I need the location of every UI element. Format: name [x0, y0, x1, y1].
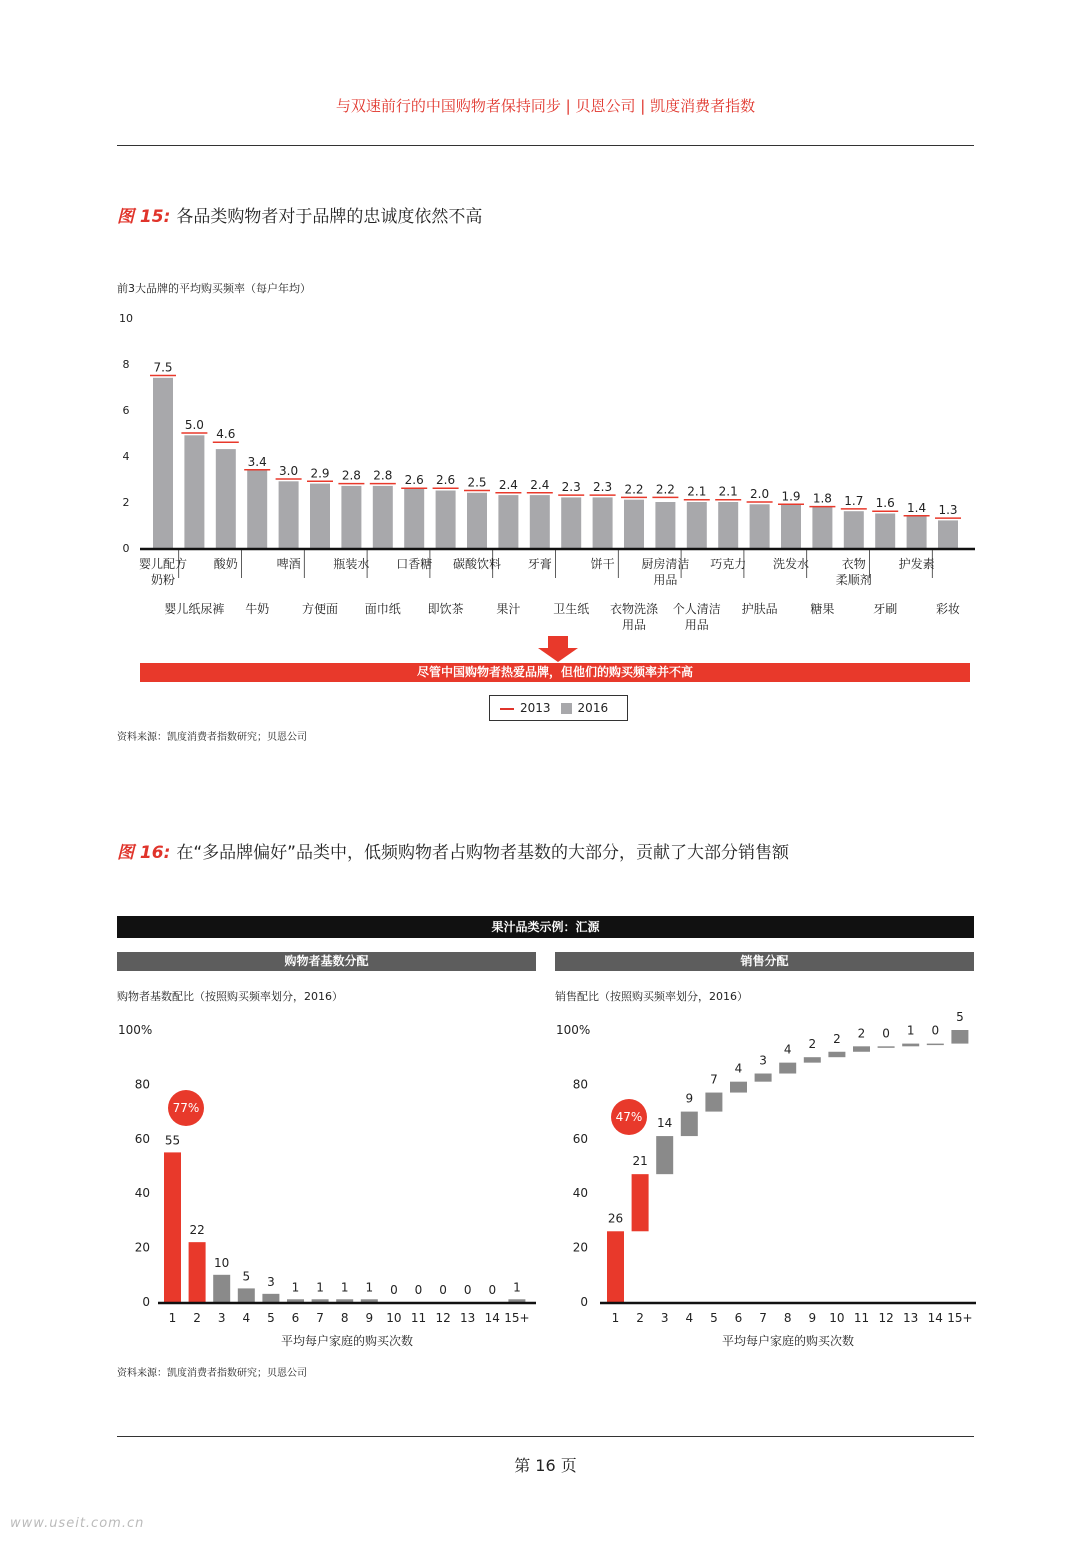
bar-2016 — [875, 514, 895, 549]
bar — [632, 1174, 649, 1231]
category-label: 柔顺剂 — [835, 573, 872, 587]
bar — [361, 1299, 378, 1302]
category-label: 酸奶 — [213, 557, 238, 571]
y-tick-label: 0 — [580, 1295, 588, 1309]
data-label: 1 — [340, 1280, 349, 1295]
data-label: 4.6 — [216, 427, 236, 442]
bar — [189, 1242, 206, 1302]
fig15-legend — [489, 695, 628, 721]
bar-2016 — [247, 470, 267, 548]
bar — [804, 1057, 821, 1062]
data-label: 22 — [189, 1223, 205, 1238]
data-label: 2.8 — [341, 468, 361, 483]
x-tick-label: 1 — [611, 1311, 620, 1325]
legend-2013 — [500, 701, 551, 715]
bar-2016 — [781, 504, 801, 548]
data-label: 14 — [657, 1116, 673, 1131]
bar — [878, 1046, 895, 1048]
bar-2016 — [279, 481, 299, 548]
category-label: 牙膏 — [527, 557, 552, 571]
data-label: 7.5 — [153, 360, 173, 375]
data-label: 2.9 — [310, 466, 330, 481]
bar — [779, 1063, 796, 1074]
callout-label: 77% — [172, 1101, 200, 1115]
fig15-ylabel: 前3大品牌的平均购买频率（每户年均） — [117, 282, 311, 295]
legend-2016-label: 2016 — [577, 701, 609, 715]
x-tick-label: 2 — [636, 1311, 644, 1325]
bar-2016 — [844, 511, 864, 548]
x-tick-label: 14 — [927, 1311, 943, 1325]
category-label: 衣物洗涤 — [609, 602, 659, 616]
x-tick-label: 10 — [829, 1311, 845, 1325]
bar-2016 — [467, 493, 487, 548]
bar-2016 — [153, 378, 173, 548]
category-label: 奶粉 — [150, 573, 176, 587]
y-tick-label: 10 — [119, 312, 133, 325]
data-label: 0 — [414, 1283, 423, 1297]
bar — [262, 1294, 279, 1302]
category-label: 衣物 — [841, 557, 866, 571]
y-tick-label: 80 — [572, 1077, 588, 1092]
bar-2016 — [341, 486, 361, 548]
category-label: 用品 — [621, 618, 647, 632]
bar — [508, 1299, 525, 1302]
data-label: 1.9 — [781, 489, 801, 504]
bar-2016 — [373, 486, 393, 548]
x-tick-label: 3 — [660, 1311, 669, 1325]
data-label: 0 — [488, 1283, 497, 1297]
bar — [656, 1136, 673, 1174]
bar-2016 — [907, 516, 927, 548]
category-label: 洗发水 — [772, 557, 810, 571]
bar-2016 — [687, 502, 707, 548]
bar — [287, 1299, 304, 1302]
category-label: 厨房清洁 — [641, 557, 690, 571]
data-label: 2.1 — [687, 484, 707, 499]
data-label: 3.4 — [247, 454, 267, 469]
down-arrow-icon — [538, 636, 578, 662]
y-tick-label: 80 — [134, 1077, 150, 1092]
legend-2016 — [561, 701, 609, 715]
data-label: 21 — [632, 1154, 648, 1169]
fig16-number: 图 16: — [117, 843, 171, 863]
category-label: 牛奶 — [245, 602, 270, 616]
data-label: 2.4 — [530, 477, 550, 492]
data-label: 2.0 — [750, 487, 770, 501]
x-tick-label: 12 — [435, 1311, 451, 1325]
x-tick-label: 10 — [386, 1311, 402, 1325]
data-label: 2 — [857, 1026, 866, 1041]
bar-2016 — [310, 484, 330, 548]
data-label: 0 — [463, 1283, 472, 1297]
data-label: 7 — [710, 1072, 718, 1087]
x-tick-label: 8 — [783, 1311, 792, 1325]
bar-2016 — [436, 491, 456, 549]
x-tick-label: 15+ — [504, 1311, 530, 1325]
bar — [927, 1044, 944, 1046]
y-tick-label: 40 — [134, 1186, 150, 1201]
data-label: 3 — [267, 1274, 275, 1289]
x-tick-label: 1 — [168, 1311, 177, 1325]
data-label: 2.2 — [655, 482, 675, 497]
category-label: 婴儿纸尿裤 — [164, 602, 225, 616]
callout-label: 47% — [615, 1110, 643, 1124]
bar-2016 — [593, 497, 613, 548]
bar — [213, 1275, 230, 1302]
x-tick-label: 4 — [242, 1311, 251, 1325]
data-label: 1.4 — [907, 500, 927, 515]
data-label: 5 — [956, 1010, 964, 1024]
data-label: 0 — [931, 1023, 940, 1038]
category-label: 糖果 — [810, 602, 835, 616]
category-label: 用品 — [653, 573, 678, 587]
data-label: 2.3 — [561, 480, 581, 495]
watermark: www.useit.com.cn — [10, 1516, 145, 1531]
fig16-left-subtitle: 购物者基数配比（按照购买频率划分，2016） — [117, 990, 343, 1003]
data-label: 2.5 — [467, 475, 487, 490]
data-label: 3 — [759, 1053, 767, 1068]
bar — [853, 1046, 870, 1051]
y-tick-label: 20 — [134, 1240, 150, 1255]
data-label: 1 — [906, 1023, 915, 1038]
fig16-title — [117, 838, 789, 863]
bar-2016 — [938, 520, 958, 548]
x-tick-label: 7 — [759, 1311, 767, 1325]
bar — [312, 1299, 329, 1302]
x-tick-label: 13 — [903, 1311, 919, 1325]
fig15-title — [117, 202, 482, 227]
x-tick-label: 15+ — [947, 1311, 973, 1325]
x-tick-label: 3 — [217, 1311, 226, 1325]
data-label: 4 — [734, 1061, 743, 1076]
data-label: 55 — [164, 1133, 181, 1148]
bar — [951, 1030, 968, 1044]
category-label: 方便面 — [301, 602, 339, 616]
bar — [607, 1231, 624, 1302]
y-tick-label: 40 — [572, 1186, 588, 1201]
data-label: 2 — [833, 1031, 841, 1046]
bar-2016 — [655, 502, 675, 548]
x-tick-label: 8 — [340, 1311, 349, 1325]
data-label: 1 — [291, 1280, 300, 1295]
bar-2016 — [561, 497, 581, 548]
fig16-source: 资料来源：凯度消费者指数研究；贝恩公司 — [117, 1368, 307, 1379]
bar — [828, 1052, 845, 1057]
data-label: 0 — [439, 1283, 447, 1297]
x-tick-label: 5 — [267, 1311, 275, 1325]
bar — [755, 1074, 772, 1082]
legend-line-icon — [500, 708, 514, 710]
category-label: 面巾纸 — [364, 602, 401, 616]
category-label: 牙刷 — [873, 602, 898, 616]
fig16-right-subtitle: 销售配比（按照购买频率划分，2016） — [555, 990, 748, 1003]
category-label: 巧克力 — [710, 557, 747, 571]
category-label: 卫生纸 — [553, 602, 590, 616]
x-tick-label: 5 — [710, 1311, 718, 1325]
footer-rule — [117, 1436, 974, 1437]
category-label: 个人清洁 — [672, 602, 721, 616]
fig15-title-text: 各品类购物者对于品牌的忠诚度依然不高 — [176, 207, 483, 227]
category-label: 用品 — [684, 618, 709, 632]
data-label: 2 — [808, 1037, 817, 1052]
bar-2016 — [216, 449, 236, 548]
category-label: 婴儿配方 — [138, 557, 188, 571]
y-tick-label: 100% — [556, 1023, 591, 1037]
category-label: 饼干 — [590, 557, 615, 571]
x-tick-label: 4 — [685, 1311, 694, 1325]
y-tick-label: 8 — [122, 358, 130, 371]
data-label: 2.3 — [593, 480, 613, 495]
data-label: 4 — [783, 1042, 792, 1057]
category-label: 碳酸饮料 — [452, 557, 502, 571]
fig15-chart — [110, 305, 980, 640]
x-tick-label: 14 — [484, 1311, 500, 1325]
data-label: 1 — [365, 1280, 374, 1295]
data-label: 1.6 — [875, 496, 895, 511]
data-label: 2.6 — [404, 473, 424, 488]
page-header: 与双速前行的中国购物者保持同步 | 贝恩公司 | 凯度消费者指数 — [335, 97, 756, 115]
fig15-source: 资料来源：凯度消费者指数研究；贝恩公司 — [117, 732, 307, 743]
legend-2013-label: 2013 — [520, 701, 551, 715]
x-tick-label: 7 — [316, 1311, 324, 1325]
fig16-right-section: 销售分配 — [555, 952, 974, 971]
header-rule — [117, 145, 974, 146]
legend-box-icon — [561, 703, 572, 714]
fig15-number: 图 15: — [117, 207, 171, 227]
data-label: 0 — [390, 1283, 398, 1297]
category-label: 果汁 — [496, 602, 521, 616]
data-label: 2.8 — [373, 468, 393, 483]
data-label: 2.4 — [498, 477, 518, 492]
data-label: 1.3 — [938, 503, 958, 518]
data-label: 0 — [882, 1026, 890, 1041]
x-tick-label: 11 — [853, 1311, 870, 1325]
fig16-left-chart — [110, 1015, 540, 1355]
fig16-left-section: 购物者基数分配 — [117, 952, 536, 971]
x-axis-label: 平均每户家庭的购买次数 — [280, 1334, 414, 1348]
x-tick-label: 6 — [291, 1311, 300, 1325]
data-label: 5 — [242, 1269, 251, 1284]
data-label: 3.0 — [279, 464, 299, 478]
data-label: 1.7 — [844, 493, 864, 508]
x-tick-label: 6 — [734, 1311, 743, 1325]
x-tick-label: 9 — [365, 1311, 374, 1325]
fig16-top-bar: 果汁品类示例：汇源 — [117, 916, 974, 938]
category-label: 护发素 — [898, 557, 935, 571]
bar-2016 — [404, 488, 424, 548]
bar — [681, 1112, 698, 1136]
data-label: 5.0 — [184, 418, 204, 432]
bar — [336, 1299, 353, 1302]
y-tick-label: 60 — [572, 1131, 588, 1146]
bar — [238, 1288, 255, 1302]
data-label: 9 — [685, 1091, 694, 1106]
fig15-banner: 尽管中国购物者热爱品牌，但他们的购买频率并不高 — [140, 663, 970, 682]
category-label: 即饮茶 — [427, 602, 464, 616]
data-label: 10 — [214, 1255, 230, 1270]
bar-2016 — [530, 495, 550, 548]
x-tick-label: 13 — [460, 1311, 476, 1325]
y-tick-label: 0 — [122, 542, 130, 555]
bar — [902, 1044, 919, 1047]
category-label: 瓶装水 — [333, 557, 370, 571]
y-tick-label: 100% — [118, 1023, 153, 1037]
x-tick-label: 9 — [808, 1311, 817, 1325]
data-label: 1.8 — [812, 491, 832, 506]
y-tick-label: 2 — [122, 496, 130, 509]
bar-2016 — [812, 507, 832, 548]
x-tick-label: 11 — [410, 1311, 427, 1325]
data-label: 26 — [607, 1211, 624, 1226]
data-label: 1 — [316, 1280, 324, 1295]
category-label: 啤酒 — [276, 557, 301, 571]
y-tick-label: 4 — [122, 450, 130, 463]
fig16-right-chart — [548, 1005, 978, 1355]
x-tick-label: 2 — [193, 1311, 201, 1325]
fig16-title-text: 在“多品牌偏好”品类中，低频购物者占购物者基数的大部分，贡献了大部分销售额 — [176, 843, 789, 863]
bar-2016 — [624, 500, 644, 548]
data-label: 2.2 — [624, 482, 644, 497]
bar — [705, 1093, 722, 1112]
page-number: 第 16 页 — [514, 1456, 577, 1475]
category-label: 彩妆 — [935, 602, 961, 616]
y-tick-label: 0 — [142, 1295, 150, 1309]
data-label: 1 — [513, 1280, 521, 1295]
bar-2016 — [750, 504, 770, 548]
category-label: 口香糖 — [396, 557, 433, 571]
x-axis-label: 平均每户家庭的购买次数 — [721, 1334, 855, 1348]
x-tick-label: 12 — [878, 1311, 894, 1325]
bar — [730, 1082, 747, 1093]
bar — [164, 1152, 181, 1302]
bar-2016 — [718, 502, 738, 548]
bar-2016 — [498, 495, 518, 548]
y-tick-label: 20 — [572, 1240, 588, 1255]
data-label: 2.6 — [436, 473, 456, 488]
bar-2016 — [184, 435, 204, 548]
category-label: 护肤品 — [741, 602, 778, 616]
data-label: 2.1 — [718, 484, 738, 499]
y-tick-label: 60 — [134, 1131, 150, 1146]
y-tick-label: 6 — [122, 404, 130, 417]
